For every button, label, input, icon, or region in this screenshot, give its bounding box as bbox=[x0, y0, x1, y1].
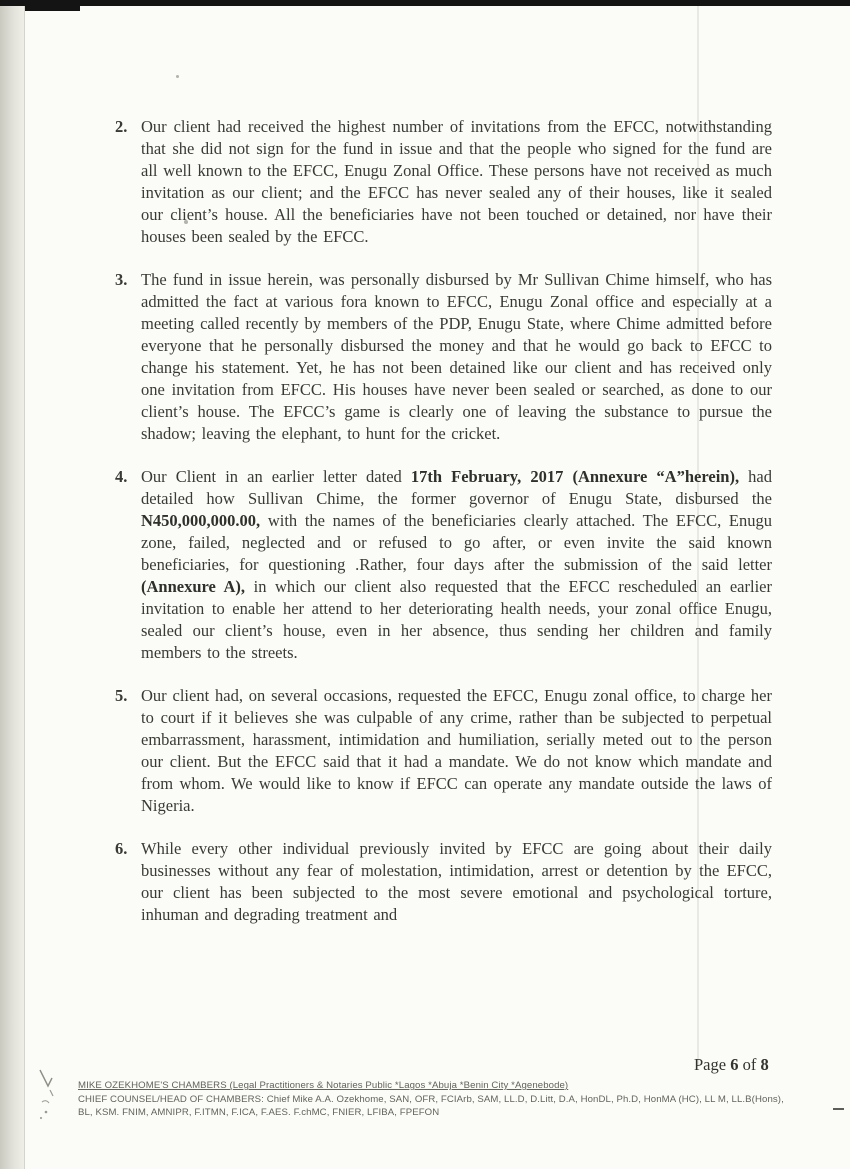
paragraph-text: Our Client in an earlier letter dated 17th February, 2017 (Annexure “A”herein), had detailed how Sullivan Chime, the former governor of Enugu State, disbursed the N450,000,000.00, with the names of the beneficiaries clearly attached. The EFCC, Enugu zone, failed, neglected and or refused to go after, or even invite the said known beneficiaries, for questioning .Rather, four days after the submission of the said letter (Annexure A), in which our client also requested that the EFCC rescheduled an earlier invitation to enable her attend to her deteriorating health needs, your zonal office Enugu, sealed our client’s house, even in her absence, thus sending her children and family members to the streets. bbox=[141, 467, 773, 662]
page-indicator bbox=[694, 1055, 769, 1075]
paragraph-text: Our client had received the highest number of invitations from the EFCC, notwithstanding that she did not sign for the fund in issue and that the people who signed for the fund are all well known to the EFCC, Enugu Zonal Office. These persons have not received as much invitation as our client; and the EFCC has never sealed any of their houses, like it sealed our client’s house. All the beneficiaries have not been touched or detained, nor have their houses been sealed by the EFCC. bbox=[141, 117, 772, 246]
paragraph-number: 3. bbox=[115, 270, 128, 289]
chief-counsel-line: CHIEF COUNSEL/HEAD OF CHAMBERS: Chief Mike A.A. Ozekhome, SAN, OFR, FCIArb, SAM, LL.D, D.Litt, D.A, HonDL, Ph.D, HonMA (HC), LL M, LL.B(Hons), bbox=[78, 1093, 784, 1105]
chambers-footer bbox=[78, 1079, 826, 1120]
paragraph-number: 4. bbox=[115, 467, 128, 486]
credentials-line: BL, KSM. FNIM, AMNIPR, F.ITMN, F.ICA, F.AES. F.chMC, FNIER, LFIBA, FPEFON bbox=[78, 1107, 440, 1118]
scan-edge-top bbox=[0, 0, 850, 6]
paragraph bbox=[115, 116, 772, 248]
pen-dash-mark bbox=[833, 1108, 844, 1110]
pen-squiggle-mark bbox=[26, 1066, 74, 1130]
scan-edge-left bbox=[0, 6, 25, 1169]
paragraph bbox=[115, 466, 772, 664]
paragraph-text: The fund in issue herein, was personally disbursed by Mr Sullivan Chime himself, who has admitted the fact at various fora known to EFCC, Enugu Zonal office and especially at a meeting called recently by members of the PDP, Enugu State, where Chime admitted before everyone that he personally disbursed the money and that he would go back to EFCC to change his statement. Yet, he has not been detained like our client and has received only one invitation from EFCC. His houses have never been sealed or searched, as done to our client’s house. The EFCC’s game is clearly one of leaving the substance to pursue the shadow; leaving the elephant, to hunt for the cricket. bbox=[141, 270, 772, 443]
paragraph-number: 5. bbox=[115, 686, 128, 705]
page-indicator-prefix: Page bbox=[694, 1055, 731, 1074]
scan-speck bbox=[176, 75, 179, 78]
paragraph bbox=[115, 838, 772, 926]
page-indicator-separator: of bbox=[738, 1055, 761, 1074]
paragraph-text: While every other individual previously invited by EFCC are going about their daily businesses without any fear of molestation, intimidation, arrest or detention by the EFCC, our client has been subjected to the most severe emotional and psychological torture, inhuman and degrading treatment and bbox=[141, 839, 772, 924]
paragraph-number: 6. bbox=[115, 839, 128, 858]
paragraph bbox=[115, 269, 772, 445]
paragraph-number: 2. bbox=[115, 117, 128, 136]
page-indicator-total: 8 bbox=[760, 1055, 769, 1074]
document-body bbox=[115, 116, 772, 947]
page-indicator-current: 6 bbox=[730, 1055, 739, 1074]
chambers-name-line: MIKE OZEKHOME'S CHAMBERS (Legal Practitioners & Notaries Public *Lagos *Abuja *Benin City *Agenebode) bbox=[78, 1080, 569, 1091]
paragraph bbox=[115, 685, 772, 817]
paragraph-text: Our client had, on several occasions, requested the EFCC, Enugu zonal office, to charge her to court if it believes she was culpable of any crime, rather than be subjected to perpetual embarrassment, harassment, intimidation and humiliation, serially meted out to the person our client. But the EFCC said that it had a mandate. We do not know which mandate and from whom. We would like to know if EFCC can operate any mandate outside the laws of Nigeria. bbox=[141, 686, 772, 815]
